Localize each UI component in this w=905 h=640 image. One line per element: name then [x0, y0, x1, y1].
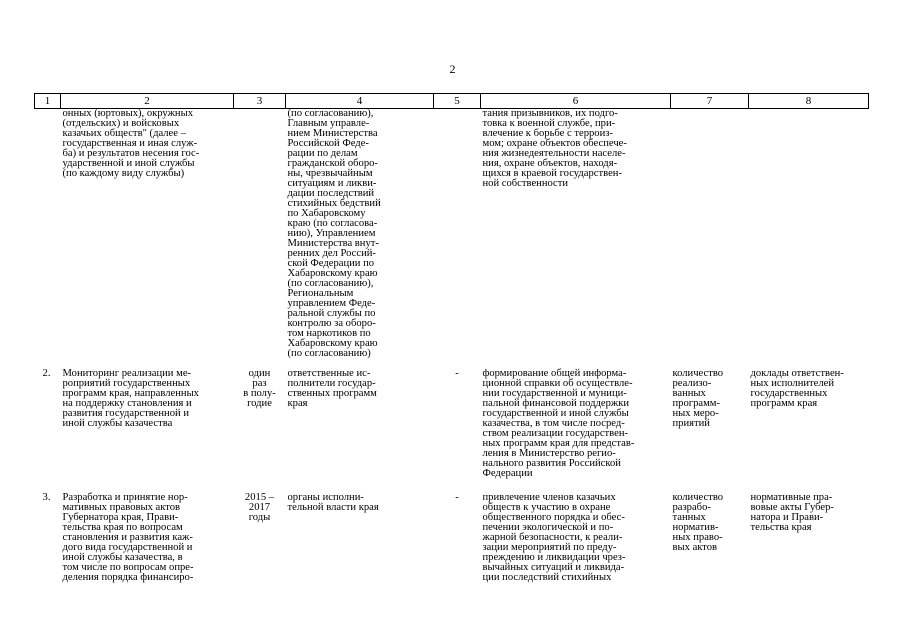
page-number: 2 — [449, 62, 456, 76]
executors-cell: (по согласованию), Главным управле- нием Министерства Российской Феде- рации по делам гражданской оборо- ны, чрезвычайным ситуациям и ликви- дации последствий стихийных бедствий по Хабаровскому краю (по согласова- нию), Управлением Министерства внут- ренних дел Россий- ской Федерации по Хабаровскому краю (по согласованию), Региональным управлением Феде- ральной службы по контролю за оборо- том наркотиков по Хабаровскому краю (по согласованию) — [287, 108, 381, 359]
row-number: 2. — [42, 368, 51, 379]
event-cell: Мониторинг реализации ме- роприятий государственных программ края, направленных на поддержку становления и развития государственной и иной службы казачества — [62, 368, 199, 429]
table-row — [35, 359, 869, 479]
executors-cell: органы исполни- тельной власти края — [287, 492, 379, 513]
term-cell: 2015 – 2017 годы — [244, 492, 275, 523]
column-header-1: 1 — [35, 94, 61, 109]
funding-cell — [434, 109, 481, 360]
table-header-row — [35, 94, 869, 109]
term-cell: один раз в полу- годие — [243, 368, 276, 409]
table-row — [35, 479, 869, 583]
column-header-7: 7 — [671, 94, 749, 109]
result-cell: привлечение членов казачьих обществ к участию в охране общественного порядка и обес- печении экологической и по- жарной безопасности, к реали- зации мероприятий по преду- преждению и ликвидации чрез- вычайных ситуаций и ликвида- ции последствий стихийных — [482, 492, 626, 583]
event-cell: онных (юртовых), окружных (отдельских) и войсковых казачьих обществ" (далее – государственная и иная служ- ба) и результатов несения гос- ударственной и иной службы (по каждому виду службы) — [62, 108, 200, 179]
report-cell: нормативные пра- вовые акты Губер- натора и Прави- тельства края — [750, 492, 834, 533]
term-cell — [234, 109, 286, 360]
report-cell: доклады ответствен- ных исполнителей государственных программ края — [750, 368, 844, 409]
column-header-2: 2 — [61, 94, 234, 109]
column-header-5: 5 — [434, 94, 481, 109]
column-header-8: 8 — [749, 94, 869, 109]
column-header-3: 3 — [234, 94, 286, 109]
row-number — [35, 109, 61, 360]
indicator-cell — [671, 109, 749, 360]
executors-cell: ответственные ис- полнители государ- ственных программ края — [287, 368, 377, 409]
result-cell: формирование общей информа- ционной справки об осуществле- нии государственной и муници- пальной финансовой поддержки государственной и иной службы казачества, в том числе посред- ством реализации государствен- ных программ края для представ- ления в Министерство регио- нального развития Российской Федерации — [482, 368, 635, 479]
event-cell: Разработка и принятие нор- мативных правовых актов Губернатора края, Прави- тельства края по вопросам становления и развития каж- дого вида государственной и иной службы казачества, в том числе по вопросам опре- деления порядка финансиро- — [62, 492, 194, 583]
column-header-4: 4 — [286, 94, 434, 109]
result-cell: тания призывников, их подго- товка к военной службе, при- влечение к борьбе с терроиз- мом; охране объектов обеспече- ния жизнедеятельности населе- ния, охране объектов, находя- щихся в краевой государствен- ной собственности — [482, 108, 627, 189]
row-number: 3. — [42, 492, 51, 503]
column-header-6: 6 — [481, 94, 671, 109]
report-cell — [749, 109, 869, 360]
funding-cell: - — [455, 368, 459, 379]
measures-table — [34, 93, 869, 583]
indicator-cell: количество разрабо- танных норматив- ных право- вых актов — [672, 492, 724, 553]
funding-cell: - — [455, 492, 459, 503]
table-row — [35, 109, 869, 360]
indicator-cell: количество реализо- ванных программ- ных меро- приятий — [672, 368, 724, 429]
